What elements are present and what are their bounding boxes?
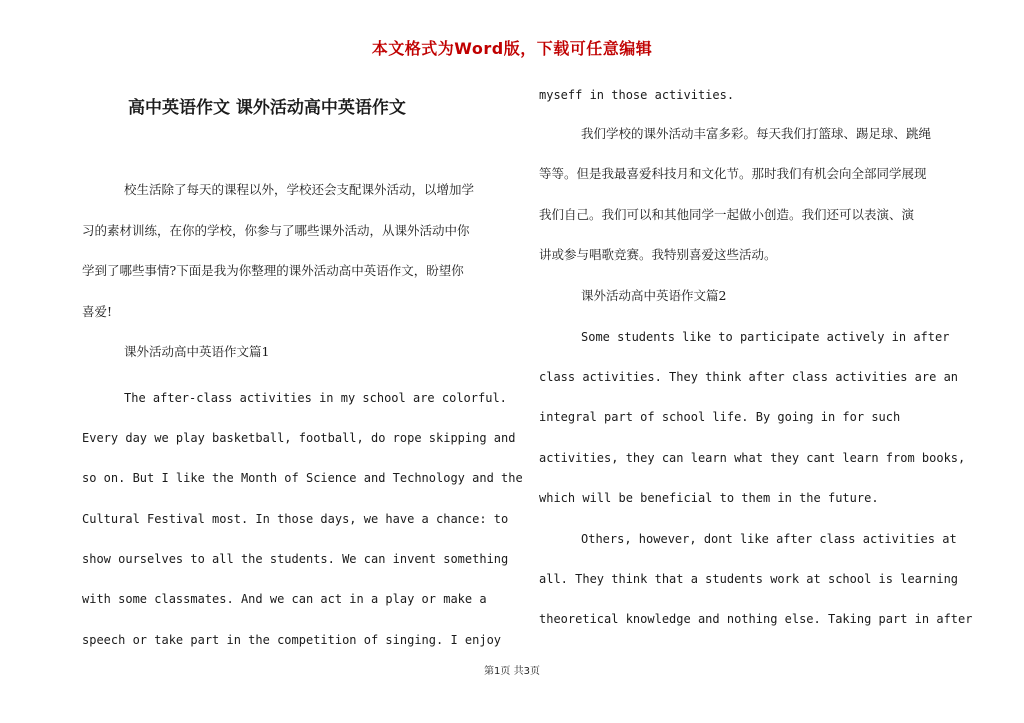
section-heading-2: 课外活动高中英语作文篇2 (581, 288, 727, 303)
text-line: so on. But I like the Month of Science and Technology and the (82, 471, 523, 485)
text-line: Every day we play basketball, football, do rope skipping and (82, 431, 516, 445)
text-line: which will be beneficial to them in the future. (539, 491, 879, 505)
text-line: myseff in those activities. (539, 88, 735, 102)
text-line: integral part of school life. By going in for such (539, 410, 901, 424)
section-heading-1: 课外活动高中英语作文篇1 (124, 344, 270, 359)
text-line: class activities. They think after class activities are an (539, 370, 959, 384)
text-line: with some classmates. And we can act in a play or make a (82, 592, 487, 606)
text-line: 习的素材训练，在你的学校，你参与了哪些课外活动，从课外活动中你 (82, 223, 470, 238)
text-line: Others, however, dont like after class activities at (581, 532, 957, 546)
text-line: 我们学校的课外活动丰富多彩。每天我们打篮球、踢足球、跳绳 (581, 126, 932, 141)
text-line: speech or take part in the competition of singing. I enjoy (82, 633, 502, 647)
text-line: 喜爱! (82, 304, 113, 319)
text-line: 等等。但是我最喜爱科技月和文化节。那时我们有机会向全部同学展现 (539, 166, 927, 181)
text-line: activities, they can learn what they cant learn from books, (539, 451, 966, 465)
page-number: 第1页 共3页 (484, 666, 540, 677)
text-line: 学到了哪些事情?下面是我为你整理的课外活动高中英语作文，盼望你 (82, 263, 464, 278)
text-line: 讲或参与唱歌竞赛。我特别喜爱这些活动。 (539, 247, 777, 262)
text-line: 校生活除了每天的课程以外，学校还会支配课外活动，以增加学 (124, 182, 475, 197)
text-line: The after-class activities in my school are colorful. (124, 391, 507, 405)
document-title: 高中英语作文 课外活动高中英语作文 (128, 98, 406, 118)
format-banner: 本文格式为Word版，下载可任意编辑 (371, 39, 653, 58)
text-line: Cultural Festival most. In those days, we have a chance: to (82, 512, 509, 526)
text-line: theoretical knowledge and nothing else. Taking part in after (539, 612, 973, 626)
text-line: show ourselves to all the students. We can invent something (82, 552, 509, 566)
text-line: 我们自己。我们可以和其他同学一起做小创造。我们还可以表演、演 (539, 207, 915, 222)
text-line: Some students like to participate actively in after (581, 330, 950, 344)
text-line: all. They think that a students work at school is learning (539, 572, 959, 586)
